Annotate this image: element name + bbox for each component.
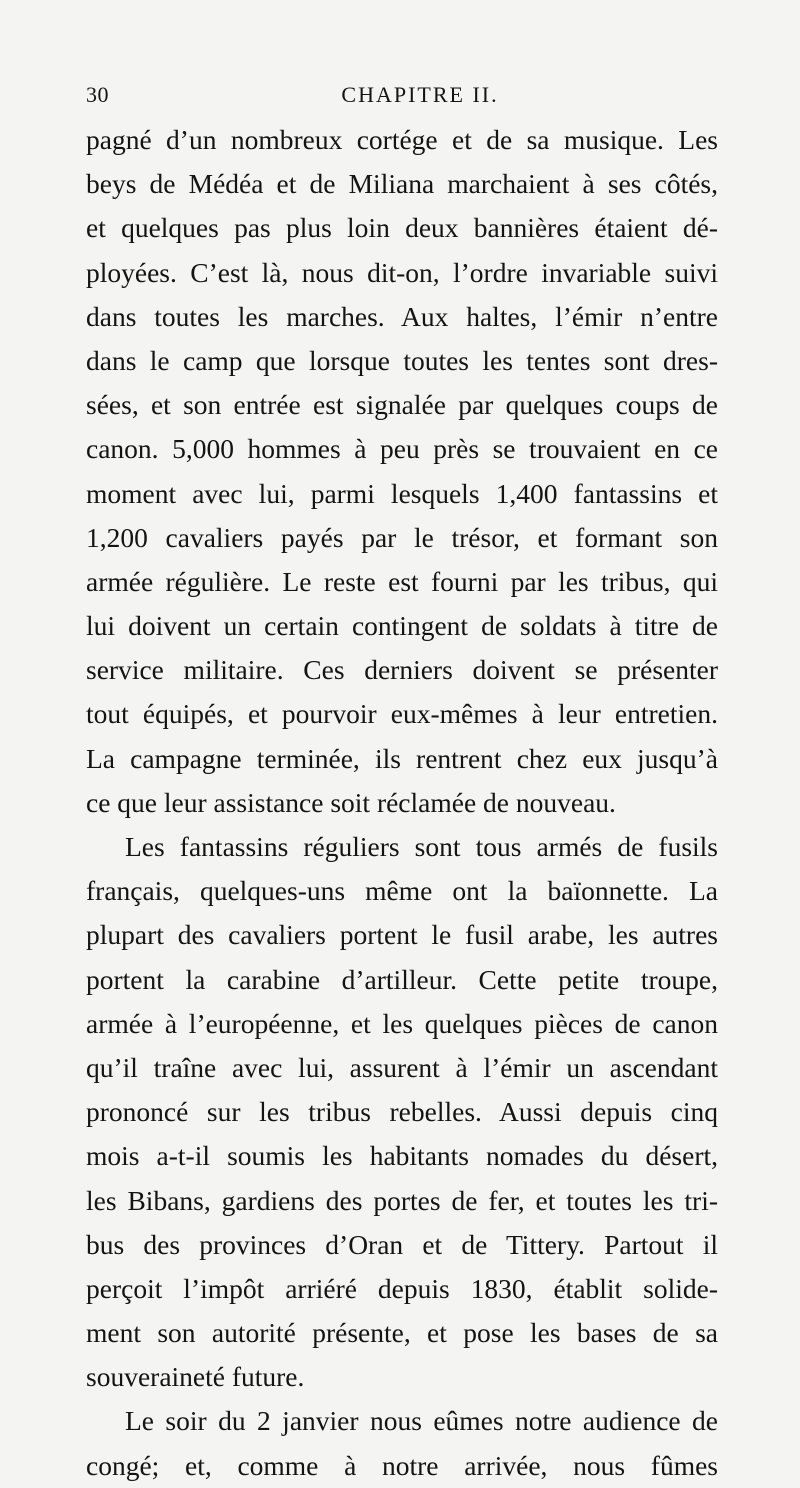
text-line: Les fantassins réguliers sont tous armés de fusils: [125, 831, 718, 862]
text-line: plupart des cavaliers portent le fusil arabe, les autres: [86, 919, 718, 951]
text-line: bus des provinces d’Oran et de Tittery. Partout il: [86, 1228, 718, 1260]
page-number: 30: [86, 82, 109, 107]
chapter-title: CHAPITRE II.: [341, 82, 499, 107]
text-line: La campagne terminée, ils rentrent chez eux jusqu’à: [86, 742, 718, 774]
text-line: perçoit l’impôt arriéré depuis 1830, établit solide-: [86, 1272, 718, 1304]
text-line: souveraineté future.: [86, 1361, 305, 1393]
text-line: sées, et son entrée est signalée par quelques coups de: [86, 389, 718, 421]
text-line: armée régulière. Le reste est fourni par les tribus, qui: [86, 565, 718, 597]
text-line: ce que leur assistance soit réclamée de nouveau.: [86, 786, 616, 818]
body-text: [86, 118, 718, 1488]
text-line: les Bibans, gardiens des portes de fer, et toutes les tri-: [86, 1184, 718, 1216]
text-line: pagné d’un nombreux cortége et de sa musique. Les: [86, 124, 718, 155]
text-line: Le soir du 2 janvier nous eûmes notre audience de: [125, 1405, 718, 1437]
text-line: dans le camp que lorsque toutes les tentes sont dres-: [86, 344, 718, 376]
text-line: portent la carabine d’artilleur. Cette petite troupe,: [86, 963, 718, 995]
text-line: lui doivent un certain contingent de soldats à titre de: [86, 610, 718, 642]
text-line: mois a-t-il soumis les habitants nomades du désert,: [86, 1140, 718, 1172]
text-line: service militaire. Ces derniers doivent se présenter: [86, 654, 718, 686]
text-line: moment avec lui, parmi lesquels 1,400 fantassins et: [86, 477, 718, 509]
text-line: dans toutes les marches. Aux haltes, l’émir n’entre: [86, 300, 718, 332]
text-line: prononcé sur les tribus rebelles. Aussi depuis cinq: [86, 1096, 718, 1128]
text-line: qu’il traîne avec lui, assurent à l’émir un ascendant: [86, 1051, 718, 1083]
text-line: français, quelques-uns même ont la baïonnette. La: [86, 875, 718, 907]
text-line: et quelques pas plus loin deux bannières étaient dé-: [86, 212, 718, 244]
running-head: [86, 82, 714, 112]
text-line: ment son autorité présente, et pose les bases de sa: [86, 1317, 718, 1349]
text-line: congé; et, comme à notre arrivée, nous fûmes: [86, 1449, 718, 1481]
text-line: armée à l’européenne, et les quelques pièces de canon: [86, 1007, 718, 1039]
text-line: canon. 5,000 hommes à peu près se trouvaient en ce: [86, 433, 718, 465]
text-line: 1,200 cavaliers payés par le trésor, et formant son: [86, 521, 718, 553]
text-line: ployées. C’est là, nous dit-on, l’ordre invariable suivi: [86, 256, 718, 288]
text-line: beys de Médéa et de Miliana marchaient à ses côtés,: [86, 168, 718, 200]
text-line: tout équipés, et pourvoir eux-mêmes à leur entretien.: [86, 698, 718, 730]
